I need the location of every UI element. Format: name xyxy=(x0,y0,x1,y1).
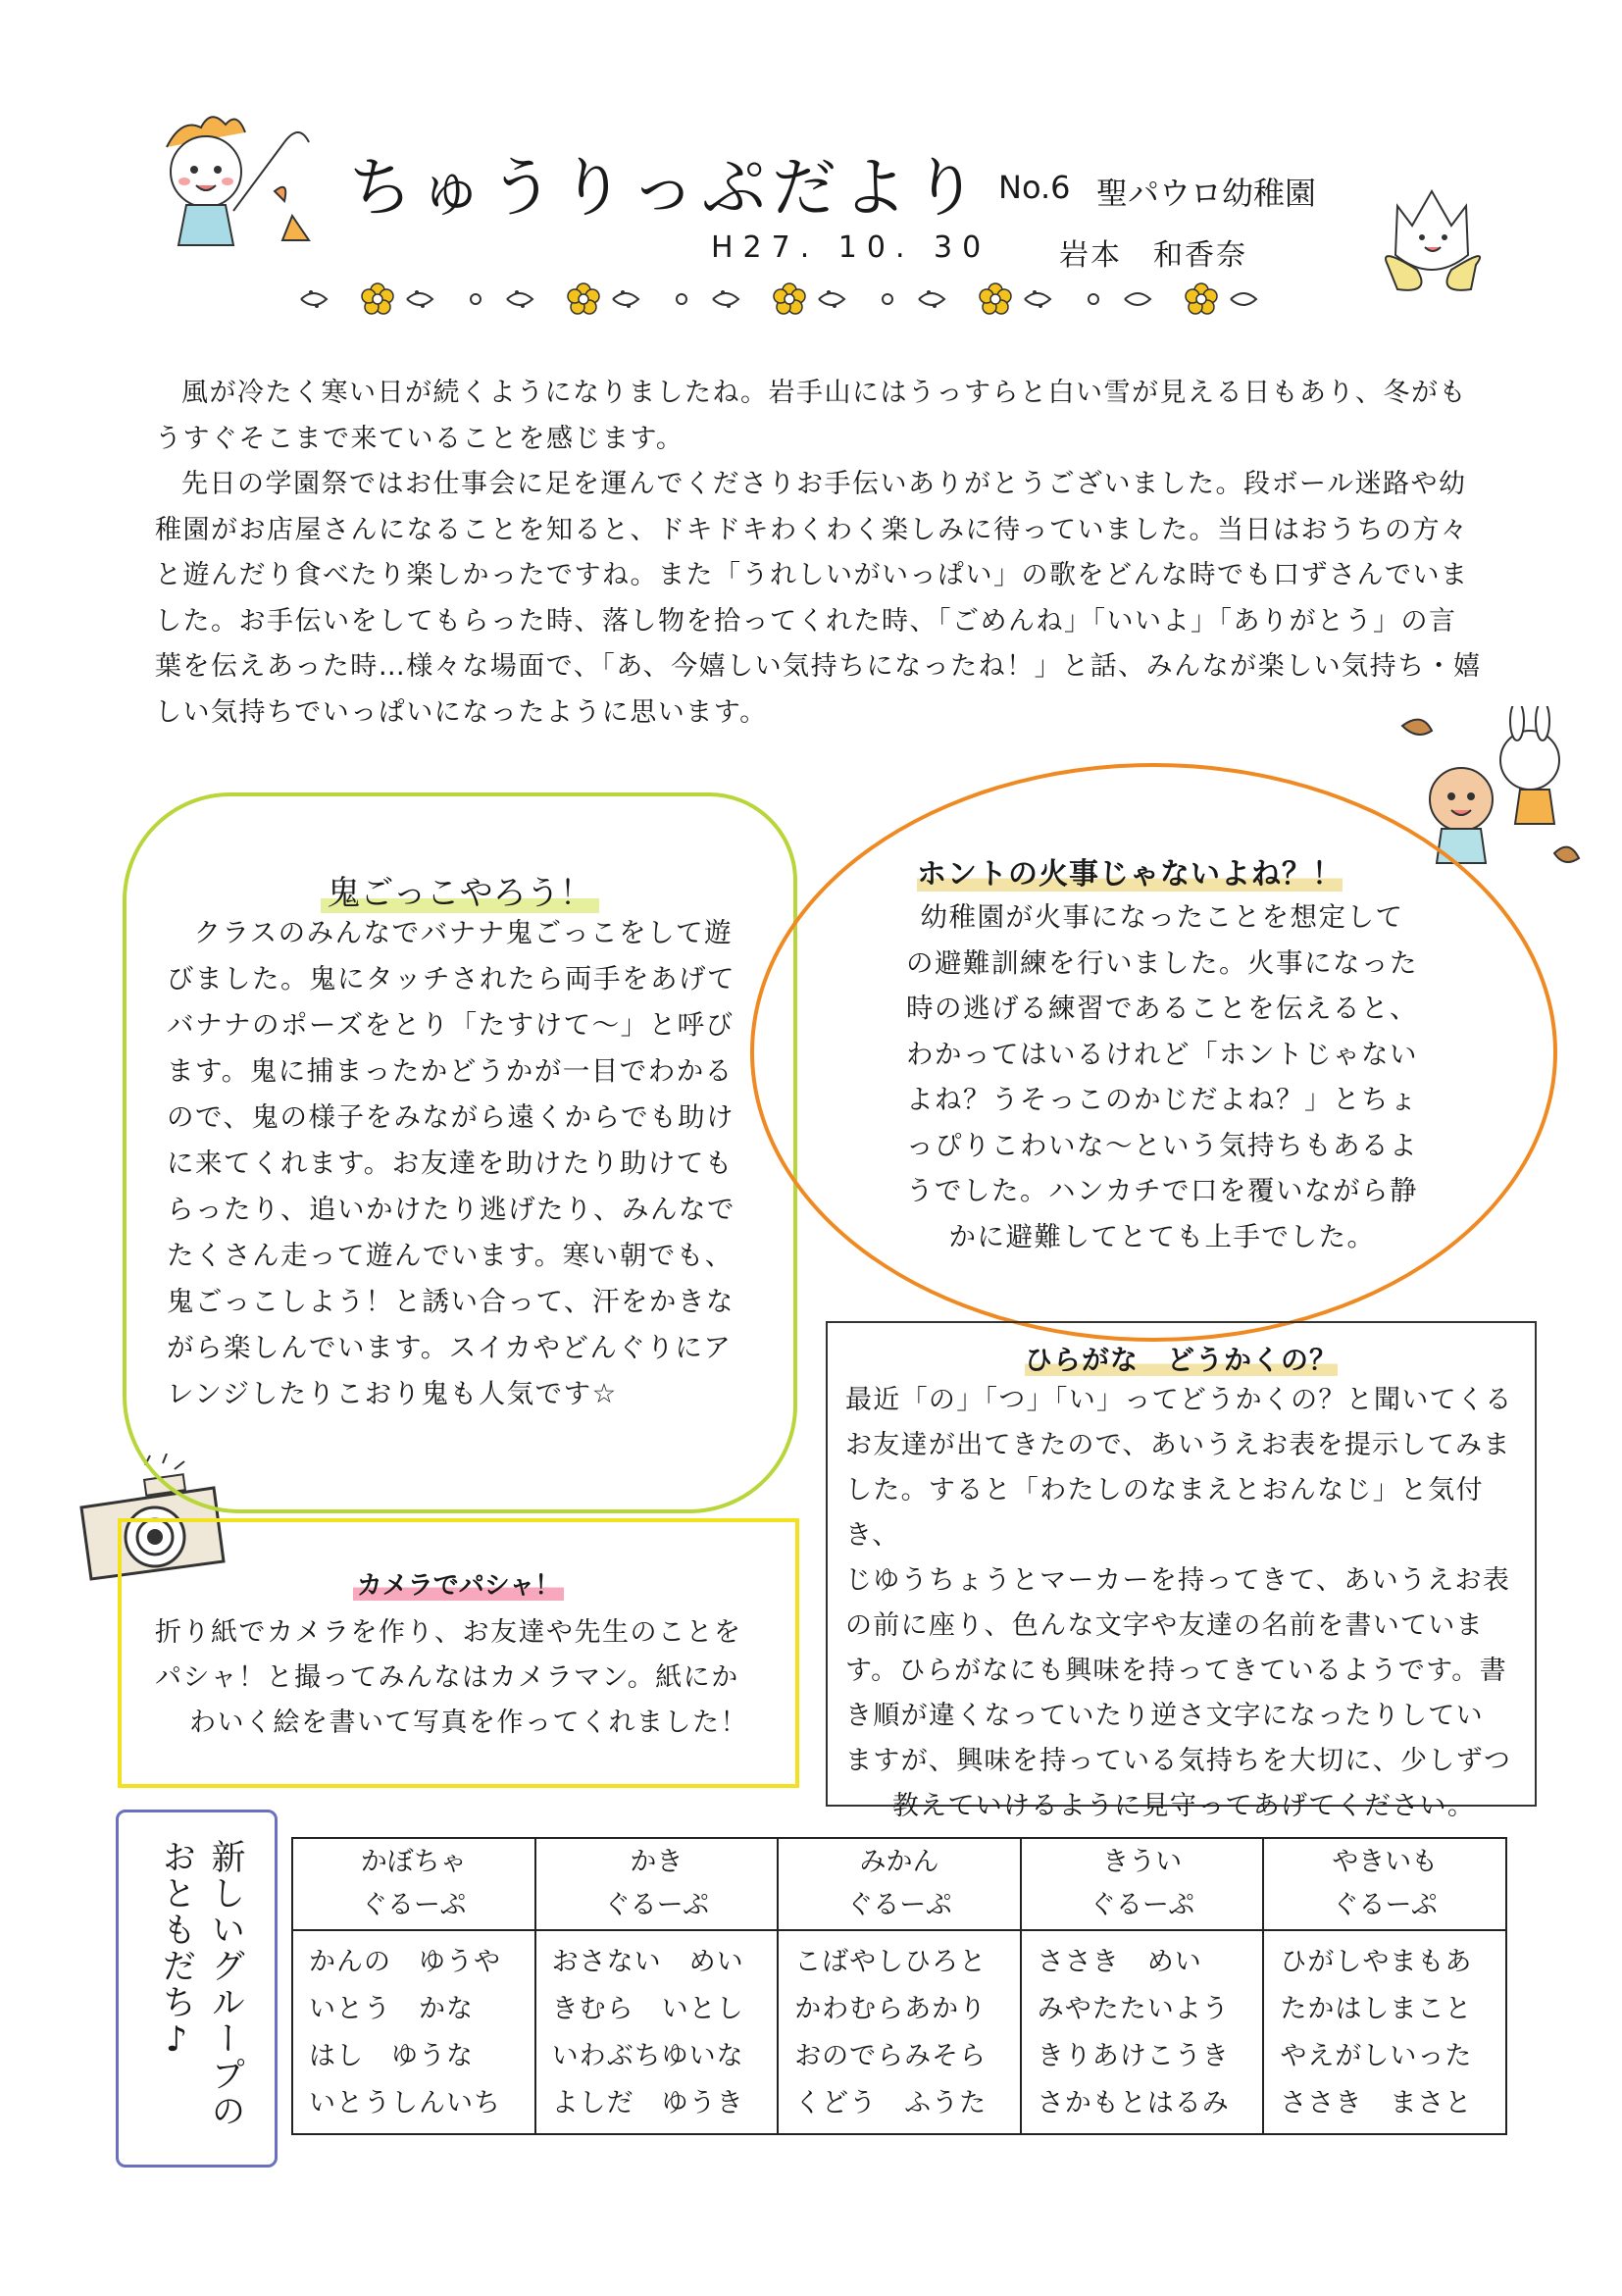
issue-number: No.6 xyxy=(998,169,1071,206)
tulip-character-illustration xyxy=(1358,177,1505,314)
table-header-row xyxy=(292,1838,1506,1930)
group-members-cell: おさない めい きむら いとし いわぶちゆいな よしだ ゆうき xyxy=(535,1930,779,2134)
school-name: 聖パウロ幼稚園 xyxy=(1096,175,1317,212)
issue-date: H27. 10. 30 xyxy=(711,230,991,265)
oni-section-title: 鬼ごっこやろう！ xyxy=(123,866,797,914)
newsletter-title: ちゅうりっぷだより xyxy=(348,150,984,226)
flower-divider xyxy=(299,280,1299,319)
groups-table xyxy=(291,1837,1507,2135)
camera-section-body: 折り紙でカメラを作り、お友達や先生のことを パシャ！と撮ってみんなはカメラマン。紙にか わいく絵を書いて写真を作ってくれました！ xyxy=(155,1617,748,1738)
fire-drill-title: ホントの火事じゃないよね？！ xyxy=(917,857,1343,892)
table-row xyxy=(292,1930,1506,2134)
group-members-cell: かんの ゆうや いとう かな はし ゆうな いとうしんいち xyxy=(292,1930,535,2134)
group-members-cell: こばやしひろと かわむらあかり おのでらみそら くどう ふうた xyxy=(778,1930,1021,2134)
group-name-header: やきいも ぐるーぷ xyxy=(1263,1838,1506,1930)
group-members-cell: ひがしやまもあ たかはしまこと やえがしいった ささき まさと xyxy=(1263,1930,1506,2134)
group-name-header: きうい ぐるーぷ xyxy=(1021,1838,1264,1930)
new-groups-label: 新しいグループのおともだち♪ xyxy=(157,1839,245,2129)
hiragana-section-body: 最近「の」「つ」「い」ってどうかくの？と聞いてくる お友達が出てきたので、あいうえお表を提示してみま した。すると「わたしのなまえとおんなじ」と気付き、 じゆうちょうとマーカーを持ってきて、あいうえお表 の前に座り、色んな文字や友達の名前を書いていま す。ひらがなにも興味を持ってきているようです。書 き順が違くなっていたり逆さ文字になったりしてい ますが、興味を持っている気持ちを大切に、少しずつ 教えていけるように見守ってあげてください。 xyxy=(845,1385,1513,1821)
girl-leaf-hat-illustration xyxy=(127,103,324,270)
intro-paragraph-2: 先日の学園祭ではお仕事会に足を運んでくださりお手伝いありがとうございました。段ボール迷路や幼稚園がお店屋さんになることを知ると、ドキドキわくわく楽しみに待っていました。当日はおうちの方々と遊んだり食べたり楽しかったですね。また「うれしいがいっぱい」の歌をどんな時でも口ずさんでいました。お手伝いをしてもらった時、落し物を拾ってくれた時、「ごめんね」「いいよ」「ありがとう」の言葉を伝えあった時…様々な場面で、「あ、今嬉しい気持ちになったね！」と話、みんなが楽しい気持ち・嬉しい気持ちでいっぱいになったように思います。 xyxy=(155,469,1482,728)
hiragana-section-title: ひらがな どうかくの？ xyxy=(1024,1344,1338,1376)
oni-section-body: クラスのみんなでバナナ鬼ごっこをして遊びました。鬼にタッチされたら両手をあげてバナナのポーズをとり「たすけて〜」と呼びます。鬼に捕まったかどうかが一目でわかるので、鬼の様子をみながら遠くからでも助けに来てくれます。お友達を助けたり助けてもらったり、追いかけたり逃げたり、みんなでたくさん走って遊んでいます。寒い朝でも、鬼ごっこしよう！と誘い合って、汗をかきながら楽しんでいます。スイカやどんぐりにアレンジしたりこおり鬼も人気です☆ xyxy=(167,917,735,1409)
group-name-header: かき ぐるーぷ xyxy=(535,1838,779,1930)
fire-drill-body: 幼稚園が火事になったことを想定して の避難訓練を行いました。火事になった 時の逃げる練習であることを伝えると、 わかってはいるけれど「ホントじゃない よね？うそっこのかじだよね？」とちょ っぴりこわいな〜という気持ちもあるよ うでした。ハンカチで口を覆いながら静 かに避難してとても上手でした。 xyxy=(906,901,1418,1252)
camera-section-title: カメラでパシャ！ xyxy=(118,1565,799,1602)
group-name-header: みかん ぐるーぷ xyxy=(778,1838,1021,1930)
group-members-cell: ささき めい みやたたいよう きりあけこうき さかもとはるみ xyxy=(1021,1930,1264,2134)
intro-paragraph-1: 風が冷たく寒い日が続くようになりましたね。岩手山にはうっすらと白い雪が見える日もあり、冬がもうすぐそこまで来ていることを感じます。 xyxy=(155,378,1467,454)
author-name: 岩本 和香奈 xyxy=(1059,238,1247,273)
intro-text xyxy=(155,371,1484,736)
group-name-header: かぼちゃ ぐるーぷ xyxy=(292,1838,535,1930)
